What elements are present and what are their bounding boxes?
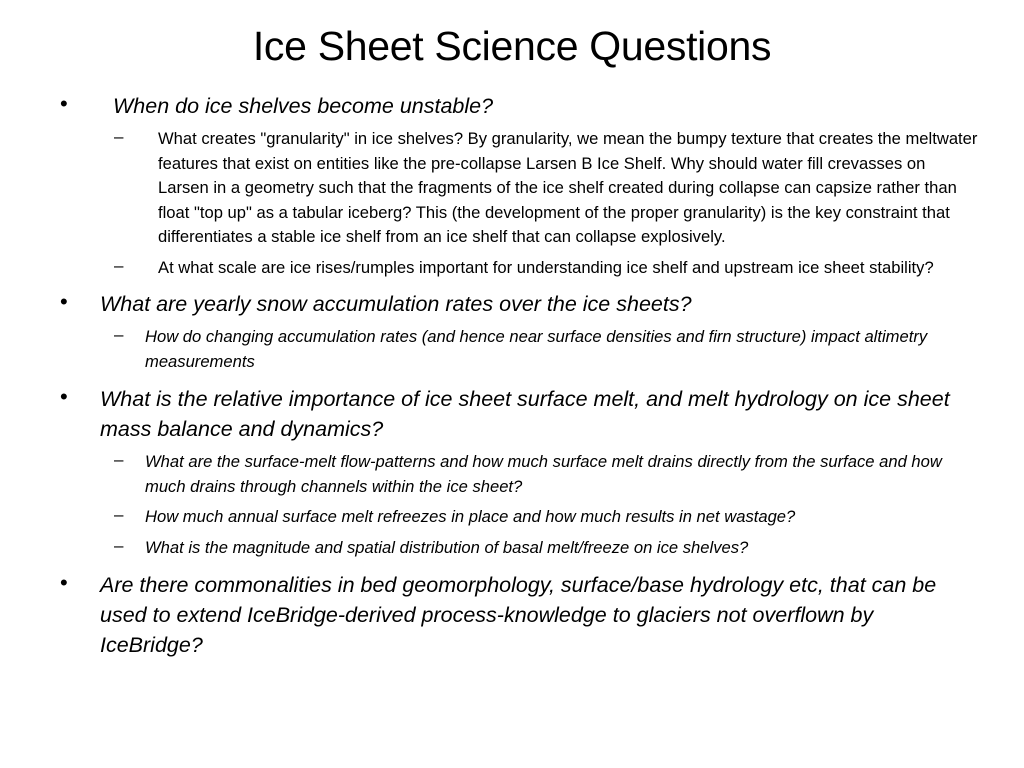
bullet-item <box>0 91 1024 121</box>
bullet-marker: • <box>60 570 68 595</box>
bullet-item <box>0 384 1024 444</box>
bullet-item <box>0 289 1024 319</box>
bullet-text: When do ice shelves become unstable? <box>113 94 494 118</box>
slide-title: Ice Sheet Science Questions <box>252 23 772 69</box>
bullet-text: What are yearly snow accumulation rates over the ice sheets? <box>100 292 692 316</box>
sub-bullet-item <box>0 536 1024 561</box>
bullet-marker: • <box>60 289 68 314</box>
bullet-item <box>0 570 1024 660</box>
bullet-list <box>0 91 1024 660</box>
sub-bullet-item <box>0 450 1024 499</box>
sub-bullet-item <box>0 505 1024 530</box>
dash-marker: – <box>114 325 124 344</box>
sub-bullet-text: What is the magnitude and spatial distribution of basal melt/freeze on ice shelves? <box>145 537 749 557</box>
bullet-marker: • <box>60 91 68 116</box>
dash-marker: – <box>114 505 124 524</box>
sub-bullet-text: What creates "granularity" in ice shelves? By granularity, we mean the bumpy texture that creates the meltwater features that exist on entities like the pre-collapse Larsen B Ice Shelf. Why should water fill crevasses on Larsen in a geometry such that the fragments of the ice shelf created during collapse can capsize rather than float "top up" as a tabular iceberg? This (the development of the proper granularity) is the key constraint that differentiates a stable ice shelf from an ice shelf that can collapse explosively. <box>158 129 978 246</box>
bullet-marker: • <box>60 384 68 409</box>
sub-bullet-text: What are the surface-melt flow-patterns and how much surface melt drains directly from the surface and how much drains through channels within the ice sheet? <box>145 452 942 496</box>
dash-marker: – <box>114 450 124 469</box>
sub-bullet-item <box>0 256 1024 281</box>
sub-bullet-item <box>0 325 1024 374</box>
sub-bullet-text: How do changing accumulation rates (and hence near surface densities and firn structure) impact altimetry measurements <box>145 327 928 371</box>
sub-bullet-item <box>0 127 1024 250</box>
bullet-text: Are there commonalities in bed geomorphology, surface/base hydrology etc, that can be used to extend IceBridge-derived process-knowledge to glaciers not overflown by IceBridge? <box>100 573 937 657</box>
bullet-text: What is the relative importance of ice sheet surface melt, and melt hydrology on ice sheet mass balance and dynamics? <box>100 387 950 441</box>
sub-bullet-text: How much annual surface melt refreezes in place and how much results in net wastage? <box>145 507 796 526</box>
sub-bullet-text: At what scale are ice rises/rumples important for understanding ice shelf and upstream ice sheet stability? <box>158 257 934 277</box>
dash-marker: – <box>114 535 124 555</box>
dash-marker: – <box>114 127 124 146</box>
dash-marker: – <box>114 255 124 275</box>
